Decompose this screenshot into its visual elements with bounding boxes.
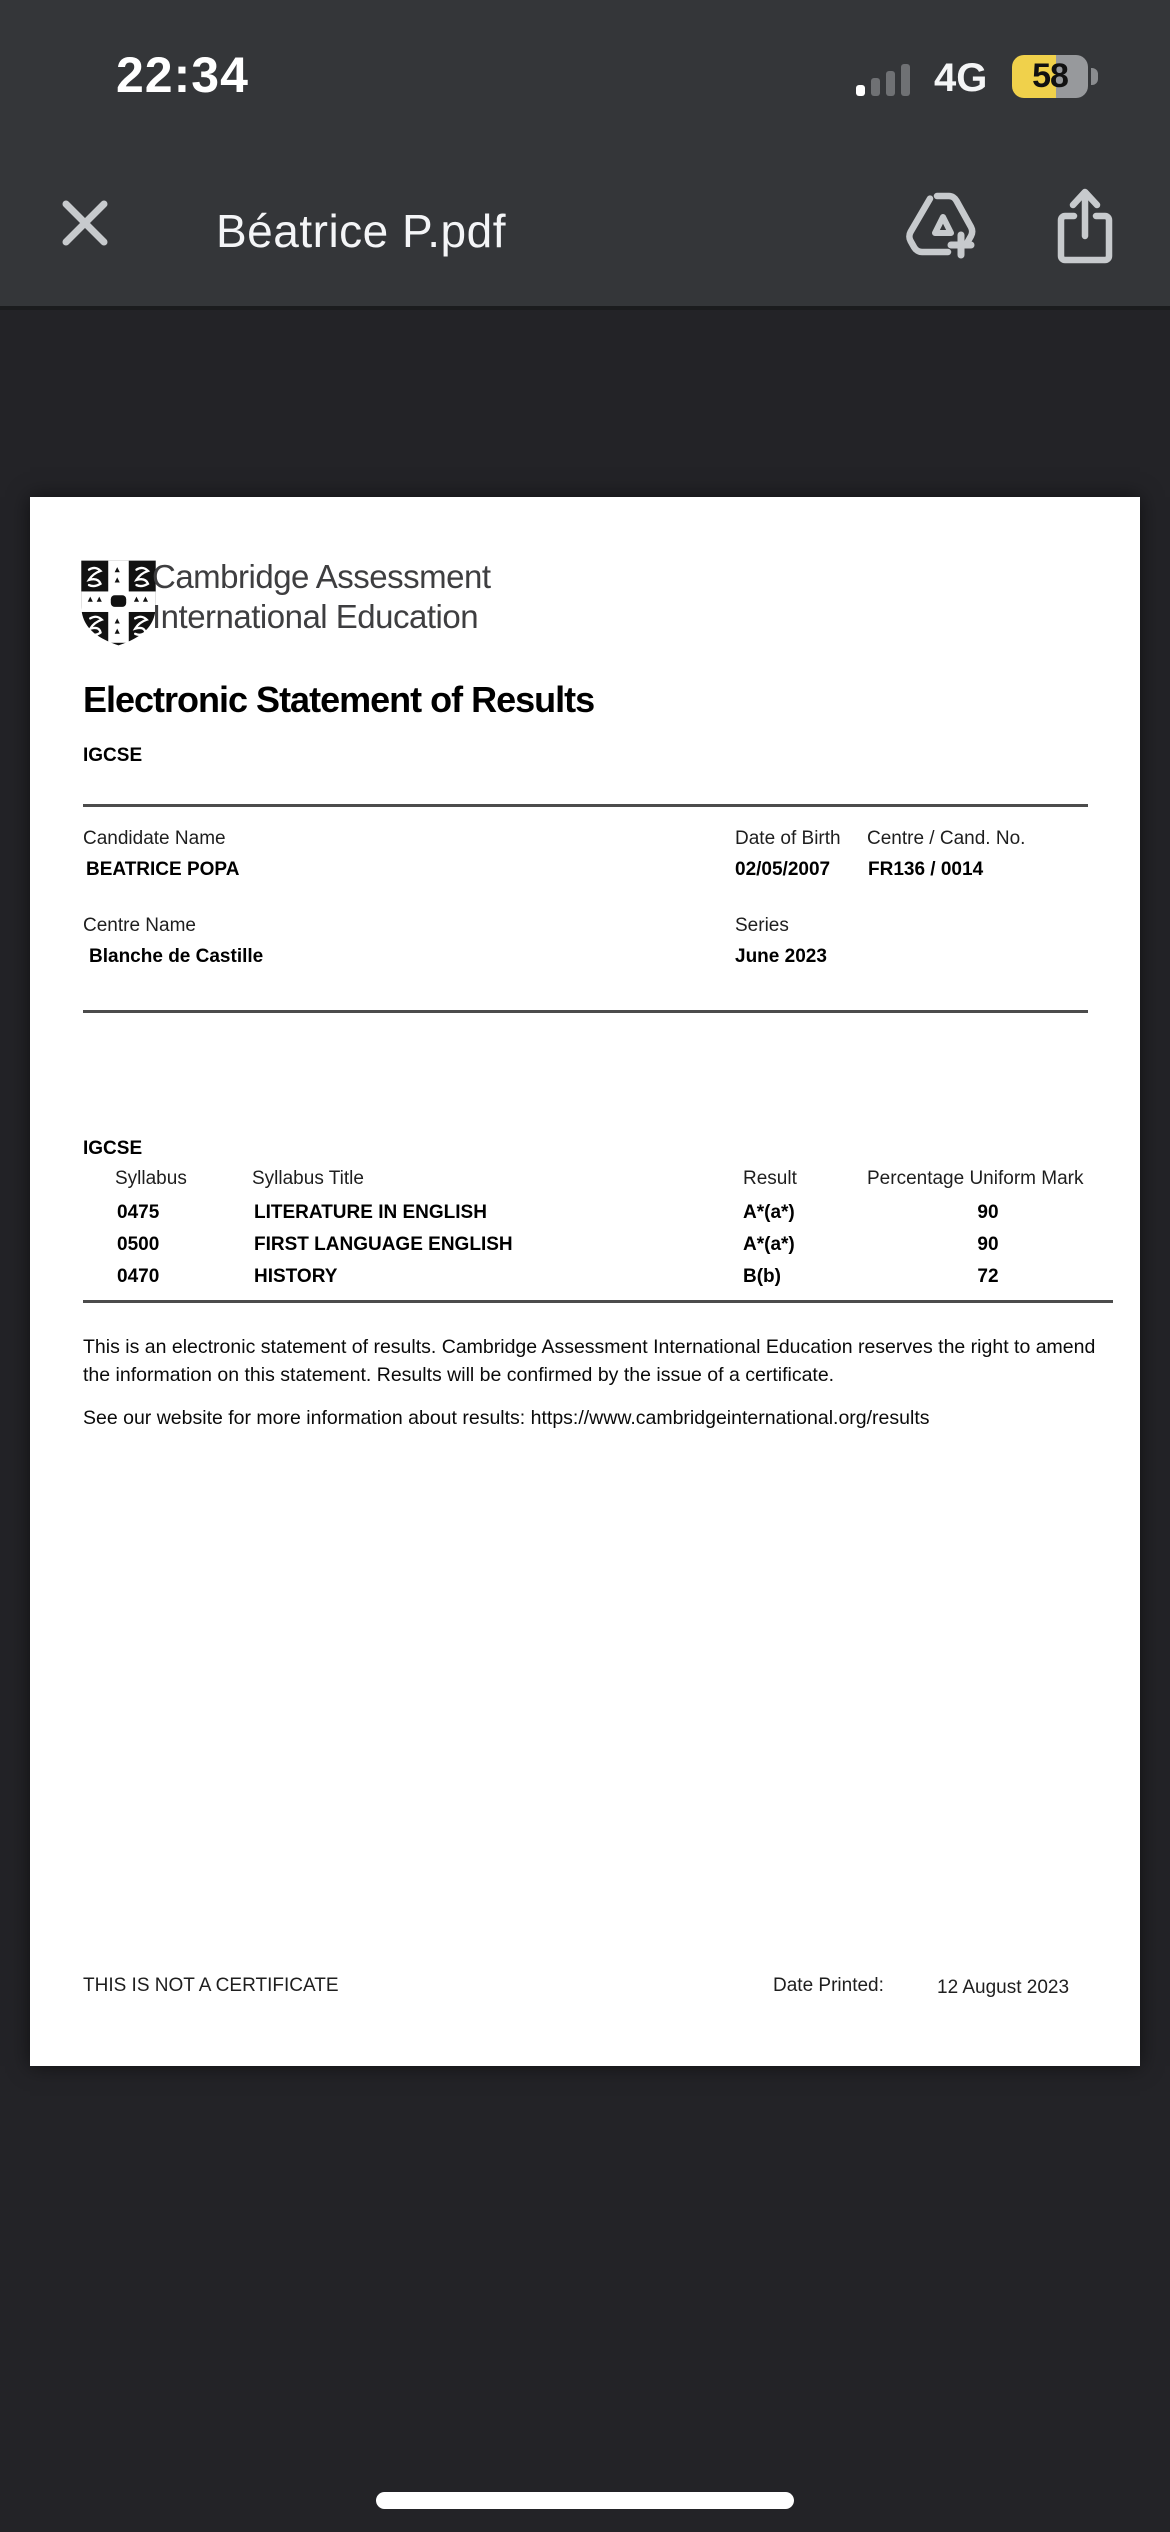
- brand-wordmark: [152, 557, 490, 637]
- cell-title: LITERATURE IN ENGLISH: [254, 1202, 487, 1223]
- disclaimer-text: This is an electronic statement of results. Cambridge Assessment International Education reserves the right to amend the information on this statement. Results will be confirmed by the issue of a certificate.: [83, 1336, 1096, 1386]
- centre-name-label: Centre Name: [83, 915, 196, 936]
- candidate-name-label: Candidate Name: [83, 828, 226, 849]
- battery-nub: [1091, 68, 1098, 85]
- col-header-percentage-uniform-mark: Percentage Uniform Mark: [867, 1168, 1084, 1189]
- dob-value: 02/05/2007: [735, 859, 831, 880]
- centre-name-value: Blanche de Castille: [89, 946, 264, 967]
- col-header-result: Result: [743, 1168, 797, 1189]
- cell-title: HISTORY: [254, 1266, 338, 1287]
- divider: [83, 1300, 1113, 1303]
- battery-percent-label: 58: [1032, 57, 1068, 95]
- candidate-name-value: BEATRICE POPA: [86, 859, 240, 880]
- cellular-signal-icon: [856, 64, 918, 96]
- centre-cand-label: Centre / Cand. No.: [867, 828, 1026, 849]
- not-a-certificate-notice: THIS IS NOT A CERTIFICATE: [83, 1975, 339, 1996]
- cell-syllabus: 0470: [117, 1266, 160, 1287]
- share-icon: [1048, 184, 1128, 270]
- website-note: See our website for more information about results: https://www.cambridgeinternational.org/results: [83, 1407, 930, 1429]
- network-type-label: 4G: [934, 56, 988, 100]
- cell-syllabus: 0475: [117, 1202, 160, 1223]
- dob-label: Date of Birth: [735, 828, 841, 849]
- col-header-syllabus-title: Syllabus Title: [252, 1168, 364, 1189]
- status-time: 22:34: [116, 47, 249, 103]
- cell-mark: 72: [977, 1266, 999, 1287]
- cell-title: FIRST LANGUAGE ENGLISH: [254, 1234, 513, 1255]
- divider: [83, 1010, 1088, 1013]
- top-bar: [0, 0, 1170, 310]
- add-to-drive-icon: [902, 186, 984, 268]
- date-printed-value: 12 August 2023: [937, 1977, 1070, 1998]
- results-section-label: IGCSE: [83, 1138, 143, 1159]
- centre-cand-value: FR136 / 0014: [868, 859, 984, 880]
- qualification-label: IGCSE: [83, 745, 143, 766]
- cell-syllabus: 0500: [117, 1234, 160, 1255]
- brand-line2: International Education: [152, 598, 479, 635]
- col-header-syllabus: Syllabus: [115, 1168, 187, 1189]
- cell-result: A*(a*): [743, 1234, 795, 1255]
- statement-heading: Electronic Statement of Results: [83, 679, 595, 720]
- close-button[interactable]: [58, 196, 112, 250]
- brand-line1: Cambridge Assessment: [152, 558, 491, 595]
- pdf-page-canvas[interactable]: [30, 497, 1140, 2066]
- add-to-drive-button[interactable]: [902, 186, 984, 268]
- divider: [83, 804, 1088, 807]
- date-printed-label: Date Printed:: [773, 1975, 884, 1996]
- document-title: Béatrice P.pdf: [216, 205, 507, 257]
- cell-mark: 90: [977, 1202, 999, 1223]
- close-icon: [58, 196, 112, 250]
- battery-icon: [1012, 55, 1088, 98]
- cell-mark: 90: [977, 1234, 999, 1255]
- series-label: Series: [735, 915, 789, 936]
- cell-result: A*(a*): [743, 1202, 795, 1223]
- cell-result: B(b): [743, 1266, 781, 1287]
- series-value: June 2023: [735, 946, 827, 967]
- cambridge-shield-logo: [80, 559, 157, 647]
- share-button[interactable]: [1048, 184, 1128, 270]
- home-indicator[interactable]: [376, 2492, 794, 2509]
